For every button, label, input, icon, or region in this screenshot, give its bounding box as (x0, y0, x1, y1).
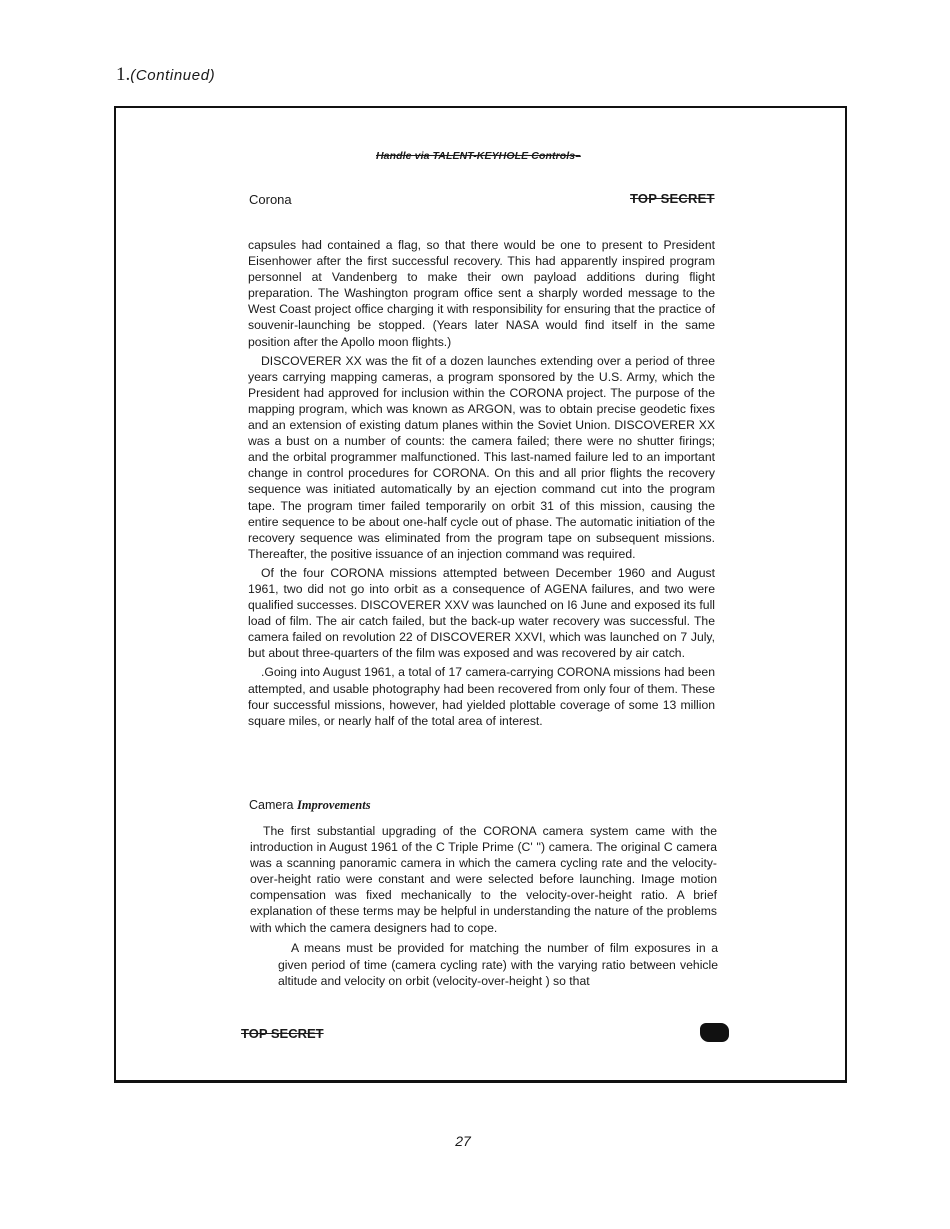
running-title: Corona (249, 192, 292, 207)
section-continued-label (116, 64, 215, 86)
paragraph-camera-upgrade: The first substantial upgrading of the CORONA camera system came with the introduction in August 1961 of the C Triple Prime (C' '') camera. The original C camera was a scanning panoramic camera in which the camera cycling rate and the velocity-over-height ratio were constant and were selected before launching. Image motion compensation was fixed mechanically to the velocity-over-height ratio. A brief explanation of these terms may be helpful in understanding the nature of the problems with which the camera designers had to cope. (250, 824, 717, 935)
quote-text: A means must be provided for matching the number of film exposures in a given period of time (camera cycling rate) with the varying ratio between vehicle altitude and velocity on orbit (velocity-over-height ) so that (278, 941, 718, 988)
section-heading-plain: Camera (249, 798, 294, 812)
paragraph-capsules: capsules had contained a flag, so that there would be one to present to President Eisenhower after the first successful recovery. This had apparently inspired program personnel at Vandenberg to make their own payload additions during flight preparation. The Washington program office sent a sharply worded message to the West Coast project office charging it with responsibility for ensuring that the practice of souvenir-launching be stopped. (Years later NASA would find itself in the same position after the Apollo moon flights.) (248, 238, 715, 349)
section-number: 1. (116, 64, 131, 85)
handling-caveat-tail: -- (575, 150, 581, 162)
block-quote (278, 940, 718, 990)
handling-caveat (376, 150, 580, 162)
handling-caveat-text: Handle via TALENT-KEYHOLE Controls (376, 150, 576, 162)
paragraph-august-1961: .Going into August 1961, a total of 17 camera-carrying CORONA missions had been attempted, and usable photography had been recovered from only four of them. These four successful missions, however, had yielded plottable coverage of some 13 million square miles, or nearly half of the total area of interest. (248, 665, 715, 728)
section-heading (249, 798, 371, 813)
section-body (250, 823, 717, 936)
classification-marking-top: TOP SECRET (630, 191, 715, 206)
paragraph-discoverer-xx: DISCOVERER XX was the fit of a dozen launches extending over a period of three years carrying mapping cameras, a program sponsored by the U.S. Army, which the President had approved for inclusion within the CORONA project. The purpose of the mapping program, which was known as ARGON, was to obtain precise geodetic fixes and an extension of existing datum planes within the Soviet Union. DISCOVERER XX was a bust on a number of counts: the camera failed; there were no shutter firings; and the orbital programmer malfunctioned. This last-named failure led to an important change in control procedures for CORONA. On this and all prior flights the recovery sequence was initiated automatically by an ejection command cut into the program tape. The program timer failed temporarily on orbit 31 of this mission, causing the entire sequence to be about one-half cycle out of phase. The automatic initiation of the recovery sequence was eliminated from the program tape on subsequent missions. Thereafter, the positive issuance of an injection command was required. (248, 353, 715, 561)
continued-text: (Continued) (130, 67, 216, 84)
page-number: 27 (455, 1133, 471, 1149)
document-body (248, 237, 715, 732)
paragraph-four-missions: Of the four CORONA missions attempted between December 1960 and August 1961, two did not go into orbit as a consequence of AGENA failures, and two were qualified successes. DISCOVERER XXV was launched on I6 June and exposed its full load of film. The air catch failed, but the back-up water recovery was successful. The camera failed on revolution 22 of DISCOVERER XXVI, which was launched on 7 July, but about three-quarters of the film was exposed and was recovered by air catch. (248, 565, 715, 661)
redaction-mark (700, 1023, 729, 1042)
classification-marking-bottom: TOP SECRET (241, 1026, 324, 1041)
section-heading-emphasis: Improvements (296, 798, 371, 812)
